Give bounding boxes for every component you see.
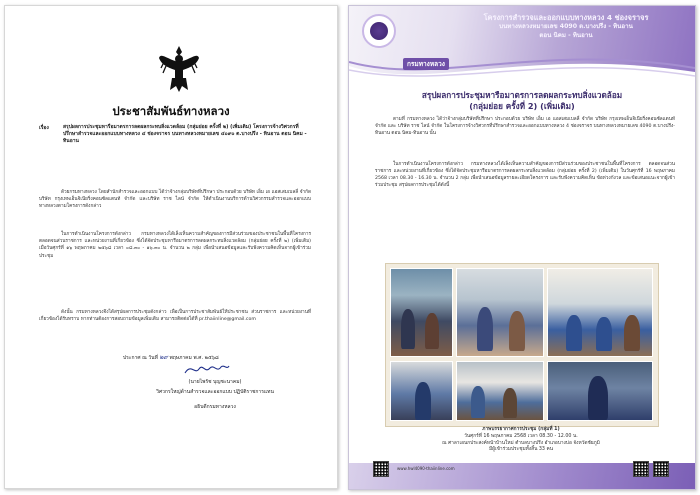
caption-location: ณ ศาลาเอนกประสงค์หน้าบ้านใหม่ ตำบลบางปรีง อำเภอบางบ่อ จังหวัดชัยภูมิ bbox=[442, 440, 600, 446]
photo-caption bbox=[385, 427, 657, 454]
qr-code-icon[interactable] bbox=[653, 461, 669, 477]
website-link[interactable]: www.hwl4090-thaiinline.com bbox=[397, 466, 455, 471]
department-logo-icon bbox=[362, 14, 396, 48]
signer-name: (นายไพรัช บุญชะนาคม) bbox=[188, 379, 242, 385]
caption-date: วันศุกร์ที่ 16 พฤษภาคม 2568 เวลา 08.30 - 12.00 น. bbox=[464, 433, 578, 439]
header-line-3: ตอน นิคม - ทินอาน bbox=[539, 32, 593, 39]
caption-title: ภาพบรรยากาศการประชุม (กลุ่มที่ 1) bbox=[482, 427, 560, 432]
meeting-photo-1 bbox=[390, 268, 453, 357]
signer-department: อธิบดีกรมทางหลวง bbox=[194, 404, 236, 410]
poster-paragraph-1: ตามที่ กรมทางหลวง ได้ว่าจ้างกลุ่มบริษัทที่ปรึกษา ประกอบด้วย บริษัท เอ็ม เอ แอสเสมเบลลี่ จำกัด บริษัท กรุงเทพเอ็นจิเนียริ่งคอนซัลแตนท์ จำกัด และ บริษัท ราช ไลน์ จำกัด ในโครงการจ้างวิศวกรที่ปรึกษาสำรวจและออกแบบทางหลวง 4 ช่องจราจร บนทางหลวงหมายเลข 4090 ต.บางปรีง-ทินอาน ตอน นิคม-ทินอาน นั้น bbox=[375, 117, 675, 136]
paragraph-2: ในการดำเนินงานโครงการดังกล่าว กรมทางหลวงได้เล็งเห็นความสำคัญของการมีส่วนร่วมของประชาชนในพื้นที่โครงการ ตลอดจนส่วนราชการ และหน่วยงานที่เกี่ยวข้อง ซึ่งได้จัดประชุมหารือมาตรการลดผลกระทบสิ่งแวดล้อม (กลุ่มย่อย ครั้งที่ ๒) (เพิ่มเติม) เมื่อวันศุกร์ที่ ๑๖ พฤษภาคม ๒๕๖๘ เวลา ๐๘.๓๐ - ๑๖.๓๐ น. จำนวน ๒ กลุ่ม เพื่อนำเสนอข้อมูลและรับฟังความคิดเห็นจากผู้เข้าร่วมประชุม bbox=[39, 232, 311, 259]
document-title: ประชาสัมพันธ์ทางหลวง bbox=[112, 104, 230, 118]
subject-label: เรื่อง bbox=[39, 125, 49, 131]
date-day: ๒๙ bbox=[159, 354, 168, 361]
title-line-1: สรุปผลการประชุมหารือมาตรการลดผลกระทบสิ่งแวดล้อม bbox=[421, 90, 623, 100]
title-line-2: (กลุ่มย่อย ครั้งที่ 2) (เพิ่มเติม) bbox=[469, 100, 575, 111]
header-line-1: โครงการสำรวจและออกแบบทางหลวง 4 ช่องจราจร bbox=[483, 13, 649, 22]
meeting-photo-5 bbox=[456, 361, 544, 421]
government-announcement-document bbox=[4, 5, 338, 489]
garuda-emblem-icon bbox=[158, 42, 200, 94]
signer-position: วิศวกรใหญ่ด้านสำรวจและออกแบบ ปฏิบัติราชการแทน bbox=[156, 389, 274, 395]
paragraph-3: ดังนั้น กรมทางหลวงจึงได้สรุปผลการประชุมดังกล่าว เพื่อเป็นการประชาสัมพันธ์ให้ประชาชน ส่วนราชการ และหน่วยงานที่เกี่ยวข้องได้รับทราบ หากท่านต้องการสอบถามข้อมูลเพิ่มเติม สามารถติดต่อได้ที่ pr.thaiinline@gmail.com bbox=[39, 310, 311, 323]
meeting-photo-2 bbox=[456, 268, 544, 357]
meeting-photo-4 bbox=[390, 361, 453, 421]
header-line-2: บนทางหลวงหมายเลข 4090 ต.บางปรีง - ทินอาน bbox=[499, 23, 633, 30]
project-header bbox=[451, 13, 681, 40]
meeting-photo-collage bbox=[385, 263, 659, 427]
qr-code-icon[interactable] bbox=[633, 461, 649, 477]
qr-code-icon[interactable] bbox=[373, 461, 389, 477]
date-prefix: ประกาศ ณ วันที่ bbox=[123, 355, 158, 361]
handwritten-signature bbox=[183, 361, 231, 377]
subject-text: สรุปผลการประชุมหารือมาตรการลดผลกระทบสิ่งแวดล้อม (กลุ่มย่อย ครั้งที่ ๒) (เพิ่มเติม) โครงการจ้างวิศวกรที่ปรึกษาสำรวจและออกแบบทางหลวง ๔ ช่องจราจร บนทางหลวงหมายเลข ๔๐๙๐ ต.บางปรีง - ทินอาน ตอน นิคม - ทินอาน bbox=[63, 124, 307, 145]
department-tag: กรมทางหลวง bbox=[403, 58, 449, 70]
paragraph-1: ด้วยกรมทางหลวง โดยสำนักสำรวจและออกแบบ ได้ว่าจ้างกลุ่มบริษัทที่ปรึกษา ประกอบด้วย บริษัท เอ็ม เอ แอสเสมเบลลี่ จำกัด บริษัท กรุงเทพเอ็นจิเนียริ่งคอนซัลแตนท์ จำกัด และบริษัท ราช ไลน์ จำกัด ให้ดำเนินงานบริการด้านวิศวกรรมสำรวจและออกแบบทางหลวงตามโครงการดังกล่าว bbox=[39, 190, 311, 210]
meeting-photo-3 bbox=[547, 268, 653, 357]
header-wave-decoration bbox=[349, 46, 695, 92]
meeting-photo-6 bbox=[547, 361, 653, 421]
poster-title bbox=[349, 90, 695, 111]
caption-attendees: มีผู้เข้าร่วมประชุมทั้งสิ้น 33 คน bbox=[489, 447, 553, 453]
poster-paragraph-2: ในการดำเนินงานโครงการดังกล่าว กรมทางหลวงได้เล็งเห็นความสำคัญของการมีส่วนร่วมของประชาชนในพื้นที่โครงการ ตลอดจนส่วนราชการ และหน่วยงานที่เกี่ยวข้อง ซึ่งได้จัดประชุมหารือมาตรการลดผลกระทบสิ่งแวดล้อม (กลุ่มย่อย ครั้งที่ 2) (เพิ่มเติม) ในวันศุกร์ที่ 16 พฤษภาคม 2568 เวลา 08.30 - 16.30 น. จำนวน 2 กลุ่ม เพื่อนำเสนอข้อมูลรายละเอียดโครงการ และรับฟังความคิดเห็น ข้อห่วงกังวล และข้อเสนอแนะจากผู้เข้าร่วมประชุม สรุปผลการประชุมได้ดังนี้ bbox=[375, 162, 675, 188]
date-month-year: พฤษภาคม พ.ศ. ๒๕๖๘ bbox=[169, 355, 219, 361]
meeting-summary-poster bbox=[348, 5, 696, 490]
